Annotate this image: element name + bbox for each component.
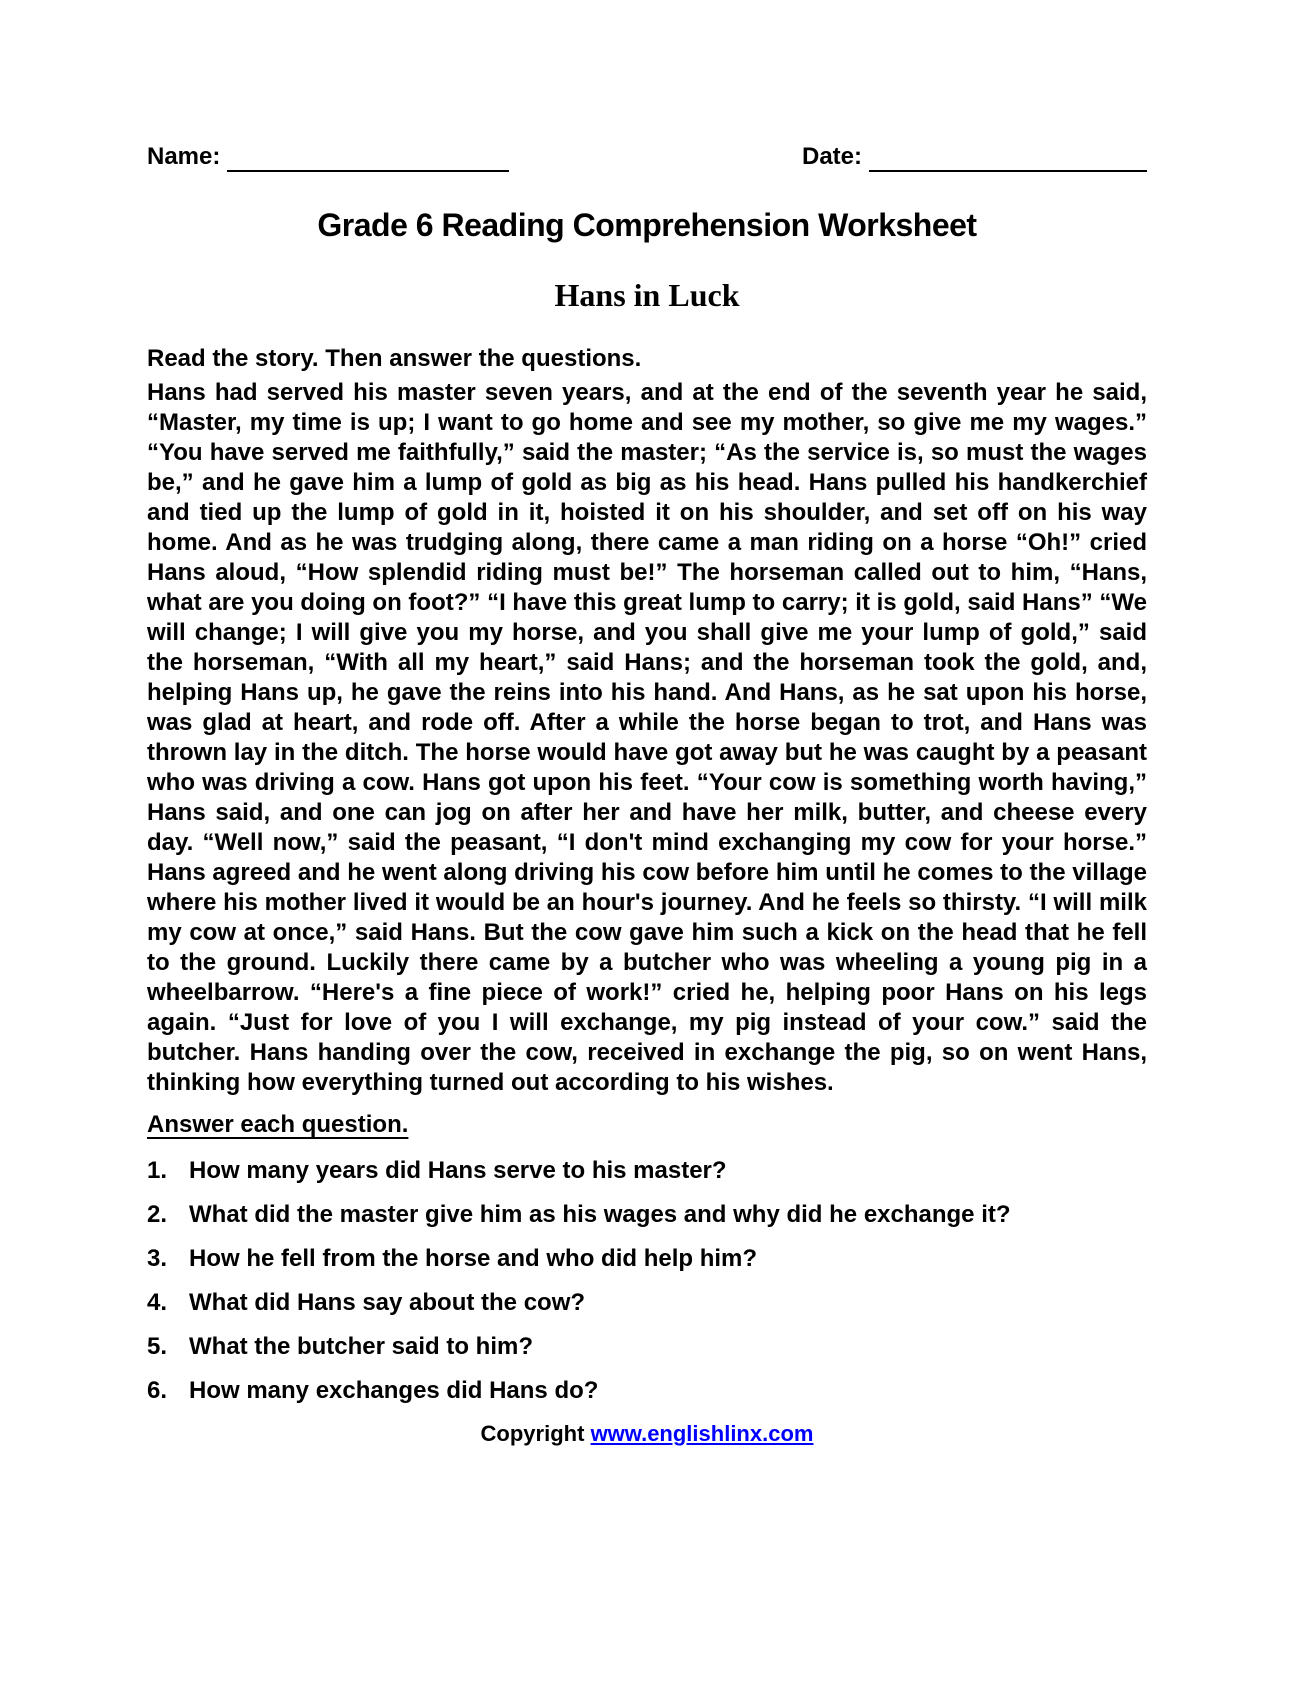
copyright-label: Copyright	[480, 1421, 585, 1446]
question-number: 4.	[147, 1289, 168, 1316]
name-blank-line	[227, 144, 509, 172]
date-blank-line	[869, 144, 1147, 172]
question-number: 5.	[147, 1333, 168, 1360]
question-item	[147, 1200, 1147, 1230]
story-text: Hans had served his master seven years, and at the end of the seventh year he said, “Master, my time is up; I want to go home and see my mother, so give me my wages.” “You have served me faithfully,” said the master; “As the service is, so must the wages be,” and he gave him a lump of gold as big as his head. Hans pulled his handkerchief and tied up the lump of gold in it, hoisted it on his shoulder, and set off on his way home. And as he was trudging along, there came a man riding on a horse “Oh!” cried Hans aloud, “How splendid riding must be!” The horseman called out to him, “Hans, what are you doing on foot?” “I have this great lump to carry; it is gold, said Hans” “We will change; I will give you my horse, and you shall give me your lump of gold,” said the horseman, “With all my heart,” said Hans; and the horseman took the gold, and, helping Hans up, he gave the reins into his hand. And Hans, as he sat upon his horse, was glad at heart, and rode off. After a while the horse began to trot, and Hans was thrown lay in the ditch. The horse would have got away but he was caught by a peasant who was driving a cow. Hans got upon his feet. “Your cow is something worth having,” Hans said, and one can jog on after her and have her milk, butter, and cheese every day. “Well now,” said the peasant, “I don't mind exchanging my cow for your horse.” Hans agreed and he went along driving his cow before him until he comes to the village where his mother lived it would be an hour's journey. And he feels so thirsty. “I will milk my cow at once,” said Hans. But the cow gave him such a kick on the head that he fell to the ground. Luckily there came by a butcher who was wheeling a young pig in a wheelbarrow. “Here's a fine piece of work!” cried he, helping poor Hans on his legs again. “Just for love of you I will exchange, my pig instead of your cow.” said the butcher. Hans handing over the cow, received in exchange the pig, so on went Hans, thinking how everything turned out according to his wishes.	[147, 379, 1147, 1096]
question-number: 3.	[147, 1245, 168, 1272]
copyright-line	[147, 1420, 1147, 1448]
question-item	[147, 1156, 1147, 1186]
question-item	[147, 1288, 1147, 1318]
questions-list	[147, 1156, 1147, 1406]
instructions-text: Read the story. Then answer the questions.	[147, 345, 642, 372]
page-title: Grade 6 Reading Comprehension Worksheet	[317, 207, 977, 243]
question-number: 2.	[147, 1201, 168, 1228]
questions-heading: Answer each question.	[147, 1111, 409, 1138]
story-title: Hans in Luck	[554, 277, 740, 313]
questions-heading-row	[147, 1110, 1147, 1140]
name-label: Name:	[147, 143, 221, 170]
question-item	[147, 1376, 1147, 1406]
question-item	[147, 1332, 1147, 1362]
date-field	[802, 142, 1147, 172]
question-text: How he fell from the horse and who did help him?	[189, 1245, 758, 1272]
question-text: What did Hans say about the cow?	[189, 1289, 586, 1316]
question-number: 1.	[147, 1157, 168, 1184]
copyright-link[interactable]: www.englishlinx.com	[590, 1421, 814, 1446]
date-label: Date:	[801, 143, 862, 170]
question-text: What the butcher said to him?	[189, 1333, 534, 1360]
name-field	[147, 142, 509, 172]
question-item	[147, 1244, 1147, 1274]
question-text: What did the master give him as his wages and why did he exchange it?	[189, 1201, 1011, 1228]
question-text: How many years did Hans serve to his master?	[189, 1157, 727, 1184]
name-date-row	[147, 138, 1147, 172]
question-number: 6.	[147, 1377, 168, 1404]
question-text: How many exchanges did Hans do?	[189, 1377, 599, 1404]
